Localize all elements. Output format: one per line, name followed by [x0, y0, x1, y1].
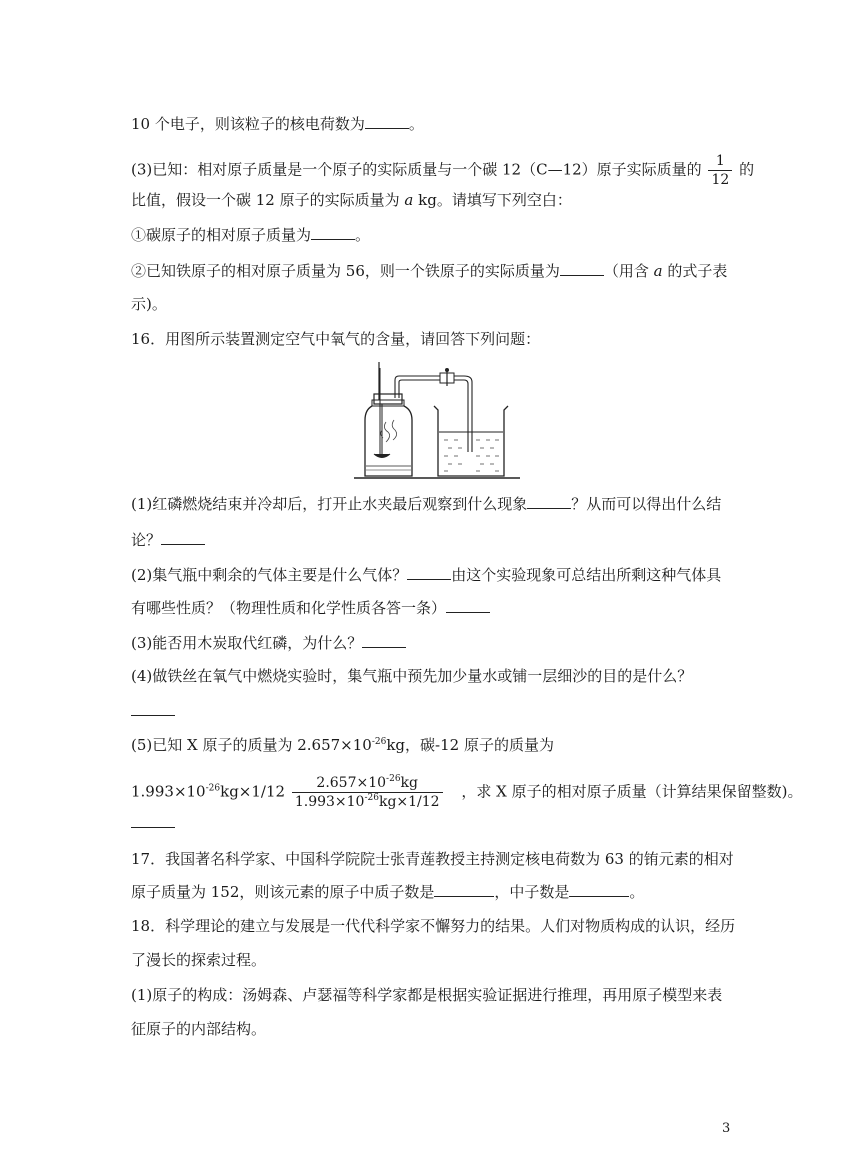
- answer-blank: [560, 261, 604, 276]
- answer-blank: [161, 530, 205, 545]
- q15-3-item1: [131, 225, 731, 245]
- q18-line1: [131, 916, 736, 936]
- text: kg: [400, 775, 418, 791]
- text: (2)集气瓶中剩余的气体主要是什么气体？: [131, 566, 408, 584]
- answer-blank: [365, 114, 409, 129]
- connecting-tube: [395, 376, 472, 452]
- exponent: -26: [386, 774, 401, 784]
- text: kg×1/12: [378, 794, 440, 810]
- q18-1-line1: [131, 985, 731, 1005]
- text: 示)。: [131, 295, 167, 313]
- text: ，中子数是: [494, 883, 570, 901]
- text: kg×1/12: [220, 782, 286, 801]
- answer-blank: [527, 494, 571, 509]
- stand-rod: [379, 362, 380, 455]
- text: 。: [408, 115, 424, 133]
- q16-heading: [131, 329, 731, 349]
- q15-3-line2: [131, 190, 731, 210]
- beaker: [434, 406, 508, 476]
- q16-3-line: [131, 633, 731, 653]
- fraction-denominator: [292, 793, 443, 811]
- text: 1.993×10: [294, 794, 365, 810]
- text: ②已知铁原子的相对原子质量为 56，则一个铁原子的实际质量为: [131, 262, 560, 280]
- q18-1-line2: [131, 1019, 731, 1039]
- combustion-spoon-icon: [374, 404, 390, 458]
- fraction-numerator: [292, 774, 443, 793]
- answer-blank: [407, 565, 451, 580]
- q17-line2: [131, 882, 731, 902]
- text: kg。请填写下列空白：: [413, 191, 572, 209]
- text: ①碳原子的相对原子质量为: [131, 226, 312, 244]
- text: (1)原子的构成：汤姆森、卢瑟福等科学家都是根据实验证据进行推理，再用原子模型来表: [131, 986, 723, 1004]
- answer-blank: [434, 882, 494, 897]
- fraction-denominator: 12: [711, 172, 730, 188]
- text: 10 个电子，则该粒子的核电荷数为: [131, 115, 365, 133]
- text: 16．用图所示装置测定空气中氧气的含量，请回答下列问题：: [131, 330, 541, 348]
- text: 18．科学理论的建立与发展是一代代科学家不懈努力的结果。人们对物质构成的认识，经历: [131, 917, 736, 935]
- q16-5-line1: [131, 735, 731, 755]
- variable-a: a: [404, 191, 414, 209]
- q18-line2: [131, 950, 731, 970]
- text: ，求 X 原子的相对原子质量（计算结果保留整数)。: [461, 782, 803, 801]
- exponent: -26: [371, 737, 387, 747]
- text: 了漫长的探索过程。: [131, 951, 267, 969]
- q15-3-item2: [131, 261, 731, 281]
- text: kg，碳-12 原子的质量为: [386, 736, 554, 754]
- apparatus-figure: [352, 360, 522, 485]
- q16-5-answer: [131, 813, 731, 833]
- clamp-icon: [440, 368, 454, 386]
- smoke-icon: [381, 420, 397, 442]
- text: 2.657×10: [316, 775, 387, 791]
- q16-1-line2: [131, 530, 731, 550]
- text: 。: [355, 226, 371, 244]
- text: (3)能否用木炭取代红磷，为什么？: [131, 634, 363, 652]
- answer-blank: [362, 633, 406, 648]
- text: 比值，假设一个碳 12 原子的实际质量为: [131, 191, 400, 209]
- text: 1.993×10: [131, 782, 206, 801]
- text: (5)已知 X 原子的质量为 2.657×10: [131, 736, 372, 754]
- q16-1-line1: [131, 494, 731, 514]
- fraction-relative-mass: [292, 774, 443, 811]
- answer-blank: [446, 598, 490, 613]
- fraction-numerator: 1: [708, 152, 732, 171]
- variable-a: a: [653, 262, 663, 280]
- q16-2-line2: [131, 598, 731, 618]
- answer-blank: [131, 701, 175, 716]
- fraction-one-twelfth: [708, 152, 732, 189]
- q15-3-line1: [131, 152, 755, 189]
- q15-line-electrons: [131, 114, 731, 134]
- q16-4-line: [131, 666, 731, 686]
- text: 征原子的内部结构。: [131, 1020, 267, 1038]
- q15-3-item2-cont: [131, 294, 731, 314]
- text: ？从而可以得出什么结: [571, 495, 722, 513]
- text: 的: [739, 160, 755, 179]
- exponent: -26: [364, 793, 379, 803]
- answer-blank: [311, 225, 355, 240]
- q16-4-answer: [131, 701, 731, 721]
- text: (4)做铁丝在氧气中燃烧实验时，集气瓶中预先加少量水或铺一层细沙的目的是什么？: [131, 667, 693, 685]
- q16-5-line2: [131, 774, 803, 811]
- text: 。: [629, 883, 645, 901]
- text: 有哪些性质？（物理性质和化学性质各答一条）: [131, 599, 447, 617]
- text: 的式子表: [662, 262, 728, 280]
- exponent: -26: [205, 783, 221, 794]
- text: 原子质量为 152，则该元素的原子中质子数是: [131, 883, 435, 901]
- answer-blank: [131, 813, 175, 828]
- gas-collection-bottle: [365, 394, 412, 476]
- text: 由这个实验现象可总结出所剩这种气体具: [451, 566, 722, 584]
- text: 17．我国著名科学家、中国科学院院士张青莲教授主持测定核电荷数为 63 的铕元素的相对: [131, 850, 734, 868]
- q17-line1: [131, 849, 734, 869]
- text: 论？: [131, 531, 162, 549]
- q16-2-line1: [131, 565, 731, 585]
- page-number: 3: [722, 1121, 731, 1136]
- text: (3)已知：相对原子质量是一个原子的实际质量与一个碳 12（C—12）原子实际质量的: [131, 160, 702, 179]
- text: （用含: [603, 262, 654, 280]
- answer-blank: [569, 882, 629, 897]
- text: (1)红磷燃烧结束并冷却后，打开止水夹最后观察到什么现象: [131, 495, 528, 513]
